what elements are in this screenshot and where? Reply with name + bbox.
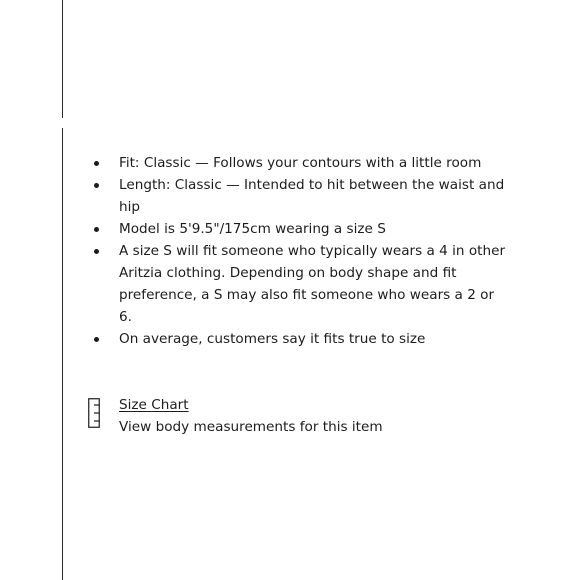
bullet-icon [94,337,99,342]
fit-detail-item [88,328,508,350]
fit-detail-item [88,152,508,174]
fit-detail-item [88,218,508,240]
vertical-divider-top [62,0,63,118]
size-chart-text [119,394,383,438]
vertical-divider-bottom [62,128,63,580]
fit-detail-item [88,174,508,218]
bullet-icon [94,227,99,232]
fit-detail-text: Model is 5'9.5"/175cm wearing a size S [119,221,386,237]
ruler-icon [88,398,100,428]
fit-detail-item [88,240,508,328]
bullet-icon [94,161,99,166]
fit-detail-text: Fit: Classic — Follows your contours with a little room [119,155,482,171]
bullet-icon [94,183,99,188]
size-chart-description: View body measurements for this item [119,419,383,435]
fit-detail-text: On average, customers say it fits true to size [119,331,426,347]
fit-detail-text: A size S will fit someone who typically wears a 4 in other Aritzia clothing. Depending on body shape and fit preference, a S may also fit someone who wears a 2 or 6. [119,243,506,325]
bullet-icon [94,249,99,254]
fit-details-list [88,152,508,350]
fit-detail-text: Length: Classic — Intended to hit between the waist and hip [119,177,505,215]
size-chart-link[interactable]: Size Chart [119,397,189,413]
